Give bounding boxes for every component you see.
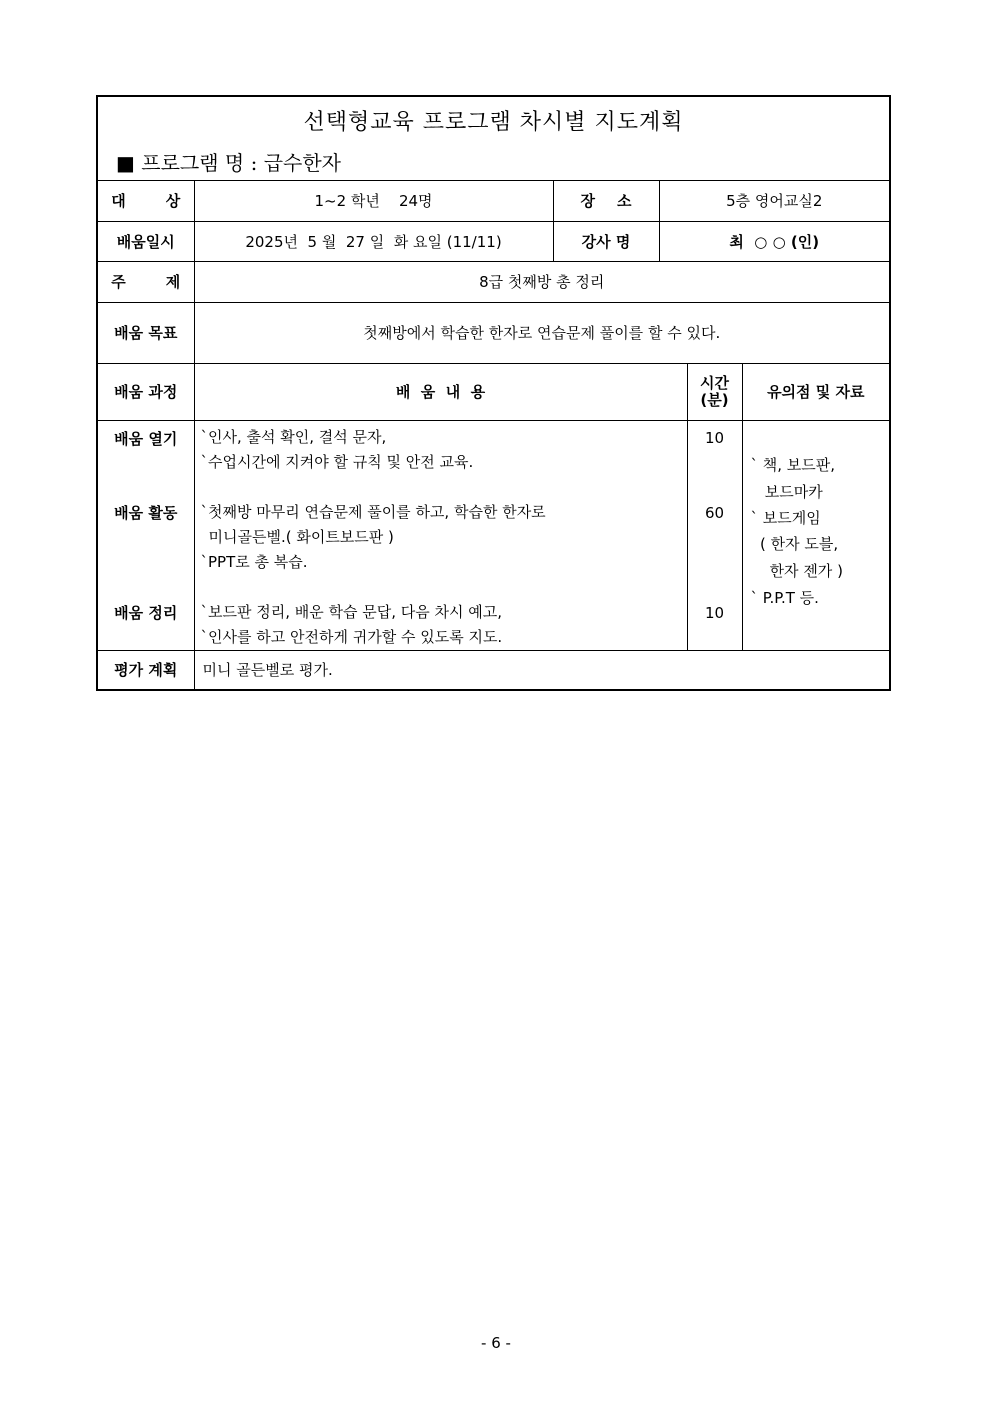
- content-line: `인사를 하고 안전하게 귀가할 수 있도록 지도.: [200, 627, 503, 646]
- teacher-value: 최 ○ ○ (인): [659, 221, 889, 261]
- stage-close-time: 10: [704, 603, 725, 622]
- topic-row: [98, 261, 889, 302]
- content-line: `수업시간에 지켜야 할 규칙 및 안전 교육.: [200, 452, 474, 471]
- target-value: 1~2 학년 24명: [194, 181, 553, 221]
- goal-value: 첫째방에서 학습한 한자로 연습문제 풀이를 할 수 있다.: [194, 302, 889, 363]
- process-header-row: [98, 363, 889, 420]
- stage-open-time: 10: [704, 428, 725, 447]
- program-separator: :: [250, 151, 258, 175]
- content-header: 배 움 내 용: [194, 363, 687, 420]
- note-line: ` P.P.T 등.: [750, 588, 819, 607]
- note-line: ` 보드게임: [750, 508, 821, 527]
- lesson-plan-sheet: [96, 95, 891, 691]
- evaluation-row: [98, 650, 889, 689]
- time-header: 시간 (분): [687, 363, 742, 420]
- note-line: ( 한자 도블,: [750, 534, 839, 553]
- process-row: [98, 420, 889, 650]
- goal-row: [98, 302, 889, 363]
- target-label: 대 상: [98, 181, 194, 221]
- evaluation-value: 미니 골든벨로 평가.: [194, 650, 889, 689]
- process-header-label: 배움 과정: [98, 363, 194, 420]
- date-label: 배움일시: [98, 221, 194, 261]
- target-row: [98, 181, 889, 221]
- goal-label: 배움 목표: [98, 302, 194, 363]
- stage-close-label: 배움 정리: [114, 603, 178, 622]
- content-line: 미니골든벨.( 화이트보드판 ): [208, 527, 394, 546]
- document-title: 선택형교육 프로그램 차시별 지도계획: [303, 110, 684, 135]
- program-label: 프로그램 명: [141, 151, 245, 175]
- teacher-label: 강사 명: [553, 221, 659, 261]
- note-line: ` 책, 보드판,: [750, 455, 836, 474]
- content-line: `보드판 정리, 배운 학습 문답, 다음 차시 예고,: [200, 602, 503, 621]
- lesson-plan-table: [98, 181, 889, 689]
- place-value: 5층 영어교실2: [659, 181, 889, 221]
- notes-materials: [742, 420, 889, 650]
- content-line: `PPT로 총 복습.: [200, 552, 308, 571]
- program-name: 급수한자: [263, 151, 341, 175]
- topic-label: 주 제: [98, 261, 194, 302]
- note-line: 한자 젠가 ): [750, 561, 843, 580]
- process-content: [194, 420, 687, 650]
- date-row: [98, 221, 889, 261]
- sheet-header: [98, 97, 889, 181]
- content-line: `인사, 출석 확인, 결석 문자,: [200, 427, 387, 446]
- date-value: 2025년 5 월 27 일 화 요일 (11/11): [194, 221, 553, 261]
- stage-open-label: 배움 열기: [114, 429, 178, 448]
- content-line: [201, 575, 687, 600]
- topic-value: 8급 첫째방 총 정리: [194, 261, 889, 302]
- content-line: [201, 475, 687, 500]
- place-label: 장 소: [553, 181, 659, 221]
- stage-labels: [98, 420, 194, 650]
- stage-activity-label: 배움 활동: [114, 503, 178, 522]
- page-number: - 6 -: [481, 1334, 511, 1352]
- evaluation-label: 평가 계획: [98, 650, 194, 689]
- stage-activity-time: 60: [704, 503, 725, 522]
- notes-header: 유의점 및 자료: [742, 363, 889, 420]
- square-bullet-icon: ■: [116, 151, 135, 175]
- content-line: `첫째방 마무리 연습문제 풀이를 하고, 학습한 한자로: [200, 502, 546, 521]
- program-name-line: [116, 147, 341, 176]
- stage-times: [687, 420, 742, 650]
- note-line: 보드마카: [750, 482, 823, 501]
